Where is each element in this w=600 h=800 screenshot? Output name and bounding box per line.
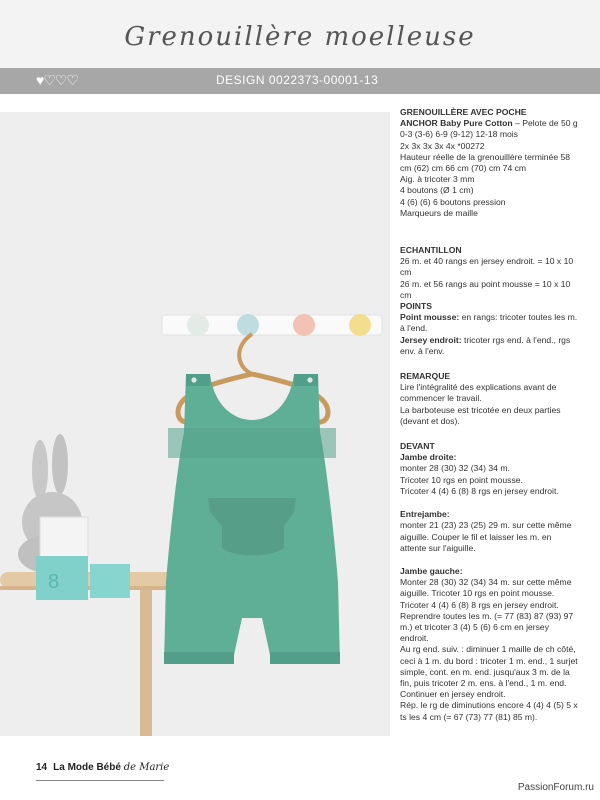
text-line: La barboteuse est tricotée en deux parties (devant et dos). [400, 404, 561, 426]
front-section [400, 441, 578, 497]
text-line: monter 28 (30) 32 (34) 34 m. [400, 463, 510, 474]
text-line [400, 118, 578, 140]
text-line: monter 21 (23) 23 (25) 29 m. sur cette même aiguille. Couper le fil et laisser les m. en attente sur l'aiguille. [400, 520, 572, 553]
section-heading: REMARQUE [400, 371, 451, 382]
hearts-rating-icon: ♥♡♡♡ [36, 72, 78, 88]
design-code: DESIGN 0022373-00001-13 [216, 73, 379, 87]
subheading: Jambe droite: [400, 452, 457, 463]
stitch-desc: tricoter rgs end. à l'end., rgs env. à l'env. [400, 334, 571, 356]
magazine-name-script: de Marie [123, 762, 170, 773]
stitch-desc: en rangs: tricoter toutes les m. à l'end. [400, 312, 578, 334]
text-line: Monter 28 (30) 32 (34) 34 m. sur cette même aiguille. Tricoter 10 rgs en point mousse. Tricoter 4 (4) 6 (8) 8 rgs en jersey endroit. [400, 577, 572, 610]
text-line: Reprendre toutes les m. (= 77 (83) 87 (93) 97 m.) et tricoter 3 (4) 5 (6) 6 cm en jersey endroit. [400, 610, 574, 644]
page-title: Grenouillère moelleuse [124, 22, 476, 52]
text-line: Tricoter 10 rgs en point mousse. [400, 474, 523, 485]
svg-text:8: 8 [48, 571, 60, 593]
page-header [0, 0, 600, 68]
text-line: 4 (6) (6) 6 boutons pression [400, 196, 506, 207]
text-line: 26 m. et 56 rangs au point mousse = 10 x 10 cm [400, 278, 571, 300]
text-line: 2x 3x 3x 3x 4x *00272 [400, 140, 485, 151]
section-heading: GRENOUILLÈRE AVEC POCHE [400, 107, 527, 117]
left-leg-section [400, 566, 578, 723]
instructions-column [400, 107, 578, 723]
section-heading: POINTS [400, 301, 432, 312]
subheading: Jambe gauche: [400, 565, 463, 576]
yarn-name: ANCHOR Baby Pure Cotton [400, 118, 513, 129]
materials-section [400, 107, 578, 219]
text-line [400, 335, 578, 357]
note-section [400, 371, 578, 427]
text-line: Lire l'intégralité des explications avant de commencer le travail. [400, 382, 557, 404]
text-line: Aig. à tricoter 3 mm [400, 174, 475, 185]
section-heading: ECHANTILLON [400, 245, 462, 256]
magazine-name: La Mode Bébé [53, 762, 124, 773]
romper-photo-illustration [0, 112, 390, 736]
text-line: Hauteur réelle de la grenouillère terminée 58 cm (62) cm 66 cm (70) cm 74 cm [400, 151, 571, 174]
text-line [400, 312, 578, 334]
page-number: 14 [36, 762, 48, 773]
gauge-section [400, 245, 578, 357]
section-heading: DEVANT [400, 441, 435, 452]
header-band [0, 68, 600, 94]
text-line: 4 boutons (Ø 1 cm) [400, 185, 474, 196]
crotch-section [400, 509, 578, 554]
footer-divider [36, 780, 164, 781]
text-line: Au rg end. suiv. : diminuer 1 maille de ch côté, ceci à 1 m. du bord : tricoter 1 m. end., 1 surjet simple, cont. en m. end. jusqu'aux 3 m. de la fin, puis tricoter 2 m. ens. à l'end., 1 m. end. Continuer en jersey endroit. [400, 644, 578, 700]
text-line: Rép. le rg de diminutions encore 4 (4) 4 (5) 5 x ts les 4 cm (= 67 (73) 77 (81) 85 m). [400, 700, 578, 722]
stitch-name: Jersey endroit: [400, 334, 462, 345]
yarn-details: – Pelote de 50 g 0-3 (3-6) 6-9 (9-12) 12-18 mois [400, 118, 578, 140]
product-photo [0, 112, 390, 736]
subheading: Entrejambe: [400, 509, 450, 520]
text-line: Tricoter 4 (4) 6 (8) 8 rgs en jersey endroit. [400, 485, 559, 496]
stitch-name: Point mousse: [400, 312, 460, 323]
watermark: PassionForum.ru [517, 782, 594, 793]
text-line: Marqueurs de maille [400, 207, 478, 218]
text-line: 26 m. et 40 rangs en jersey endroit. = 10 x 10 cm [400, 256, 574, 278]
page-footer [36, 762, 169, 773]
